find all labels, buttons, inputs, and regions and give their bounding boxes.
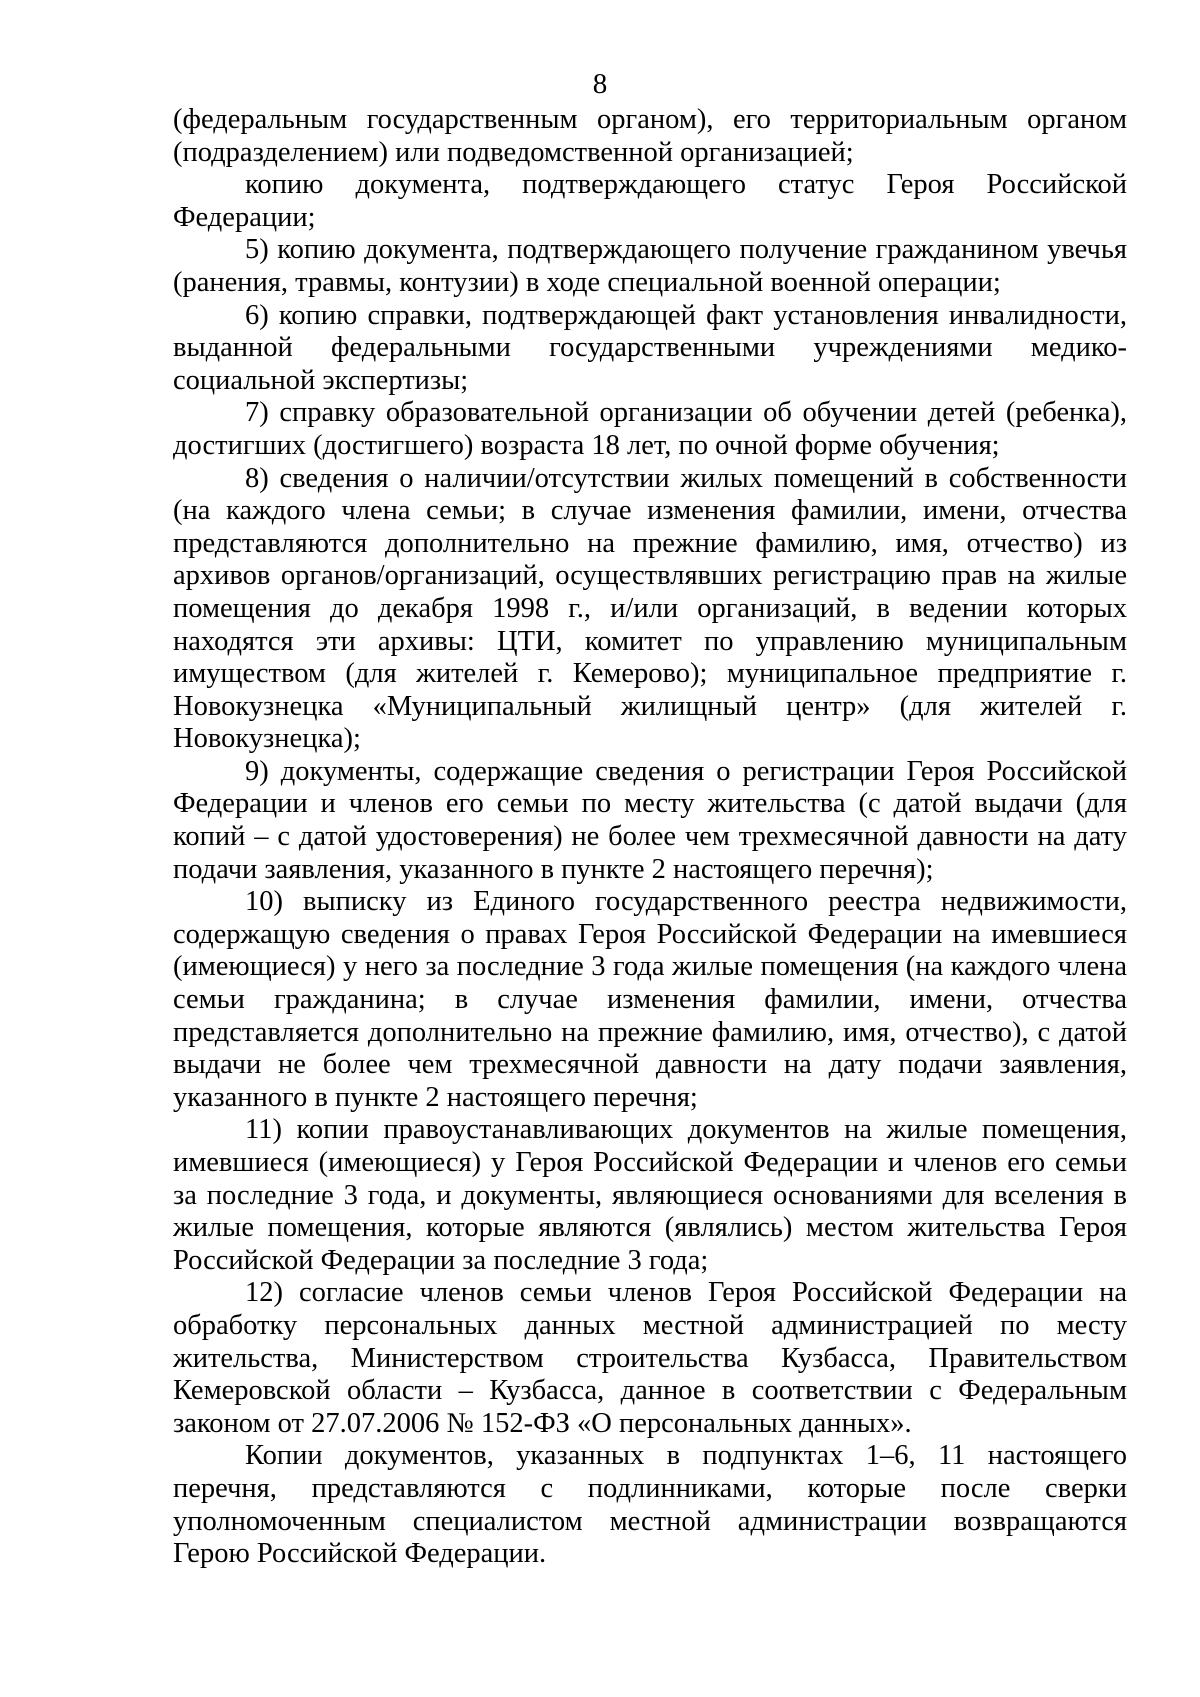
- paragraph-item-7: 7) справку образовательной организации об обучении детей (ребенка), достигших (достигшего) возраста 18 лет, по очной форме обучения;: [173, 397, 1127, 461]
- paragraph-item-9: 9) документы, содержащие сведения о регистрации Героя Российской Федерации и членов его семьи по месту жительства (с датой выдачи (для копий – с датой удостоверения) не более чем трехмесячной давности на дату подачи заявления, указанного в пункте 2 настоящего перечня);: [173, 755, 1127, 885]
- paragraph-item-12: 12) согласие членов семьи членов Героя Российской Федерации на обработку персональных данных местной администрацией по месту жительства, Министерством строительства Кузбасса, Правительством Кемеровской области – Кузбасса, данное в соответствии с Федеральным законом от 27.07.2006 № 152-ФЗ «О персональных данных».: [173, 1277, 1127, 1439]
- page-number: 8: [592, 68, 608, 100]
- paragraph-hero-status-copy: копию документа, подтверждающего статус Героя Российской Федерации;: [173, 169, 1127, 233]
- paragraph-item-6: 6) копию справки, подтверждающей факт установления инвалидности, выданной федеральными государственными учреждениями медико-социальной экспертизы;: [173, 299, 1127, 396]
- paragraph-item-11: 11) копии правоустанавливающих документов на жилые помещения, имевшиеся (имеющиеся) у Героя Российской Федерации и членов его семьи за последние 3 года, и документы, являющиеся основаниями для вселения в жилые помещения, которые являются (являлись) местом жительства Героя Российской Федерации за последние 3 года;: [173, 1114, 1127, 1276]
- paragraph-item-10: 10) выписку из Единого государственного реестра недвижимости, содержащую сведения о правах Героя Российской Федерации на имевшиеся (имеющиеся) у него за последние 3 года жилые помещения (на каждого члена семьи гражданина; в случае изменения фамилии, имени, отчества представляется дополнительно на прежние фамилию, имя, отчество), с датой выдачи не более чем трехмесячной давности на дату подачи заявления, указанного в пункте 2 настоящего перечня;: [173, 886, 1127, 1113]
- paragraph-item-5: 5) копию документа, подтверждающего получение гражданином увечья (ранения, травмы, контузии) в ходе специальной военной операции;: [173, 234, 1127, 298]
- paragraph-item-8: 8) сведения о наличии/отсутствии жилых помещений в собственности (на каждого члена семьи; в случае изменения фамилии, имени, отчества представляются дополнительно на прежние фамилию, имя, отчество) из архивов органов/организаций, осуществлявших регистрацию прав на жилые помещения до декабря 1998 г., и/или организаций, в ведении которых находятся эти архивы: ЦТИ, комитет по управлению муниципальным имуществом (для жителей г. Кемерово); муниципальное предприятие г. Новокузнецка «Муниципальный жилищный центр» (для жителей г. Новокузнецка);: [173, 462, 1127, 755]
- document-body: [173, 104, 1127, 1571]
- paragraph-copies-note: Копии документов, указанных в подпунктах 1–6, 11 настоящего перечня, представляются с подлинниками, которые после сверки уполномоченным специалистом местной администрации возвращаются Герою Российской Федерации.: [173, 1440, 1127, 1570]
- paragraph-continuation: (федеральным государственным органом), его территориальным органом (подразделением) или подведомственной организацией;: [173, 104, 1127, 168]
